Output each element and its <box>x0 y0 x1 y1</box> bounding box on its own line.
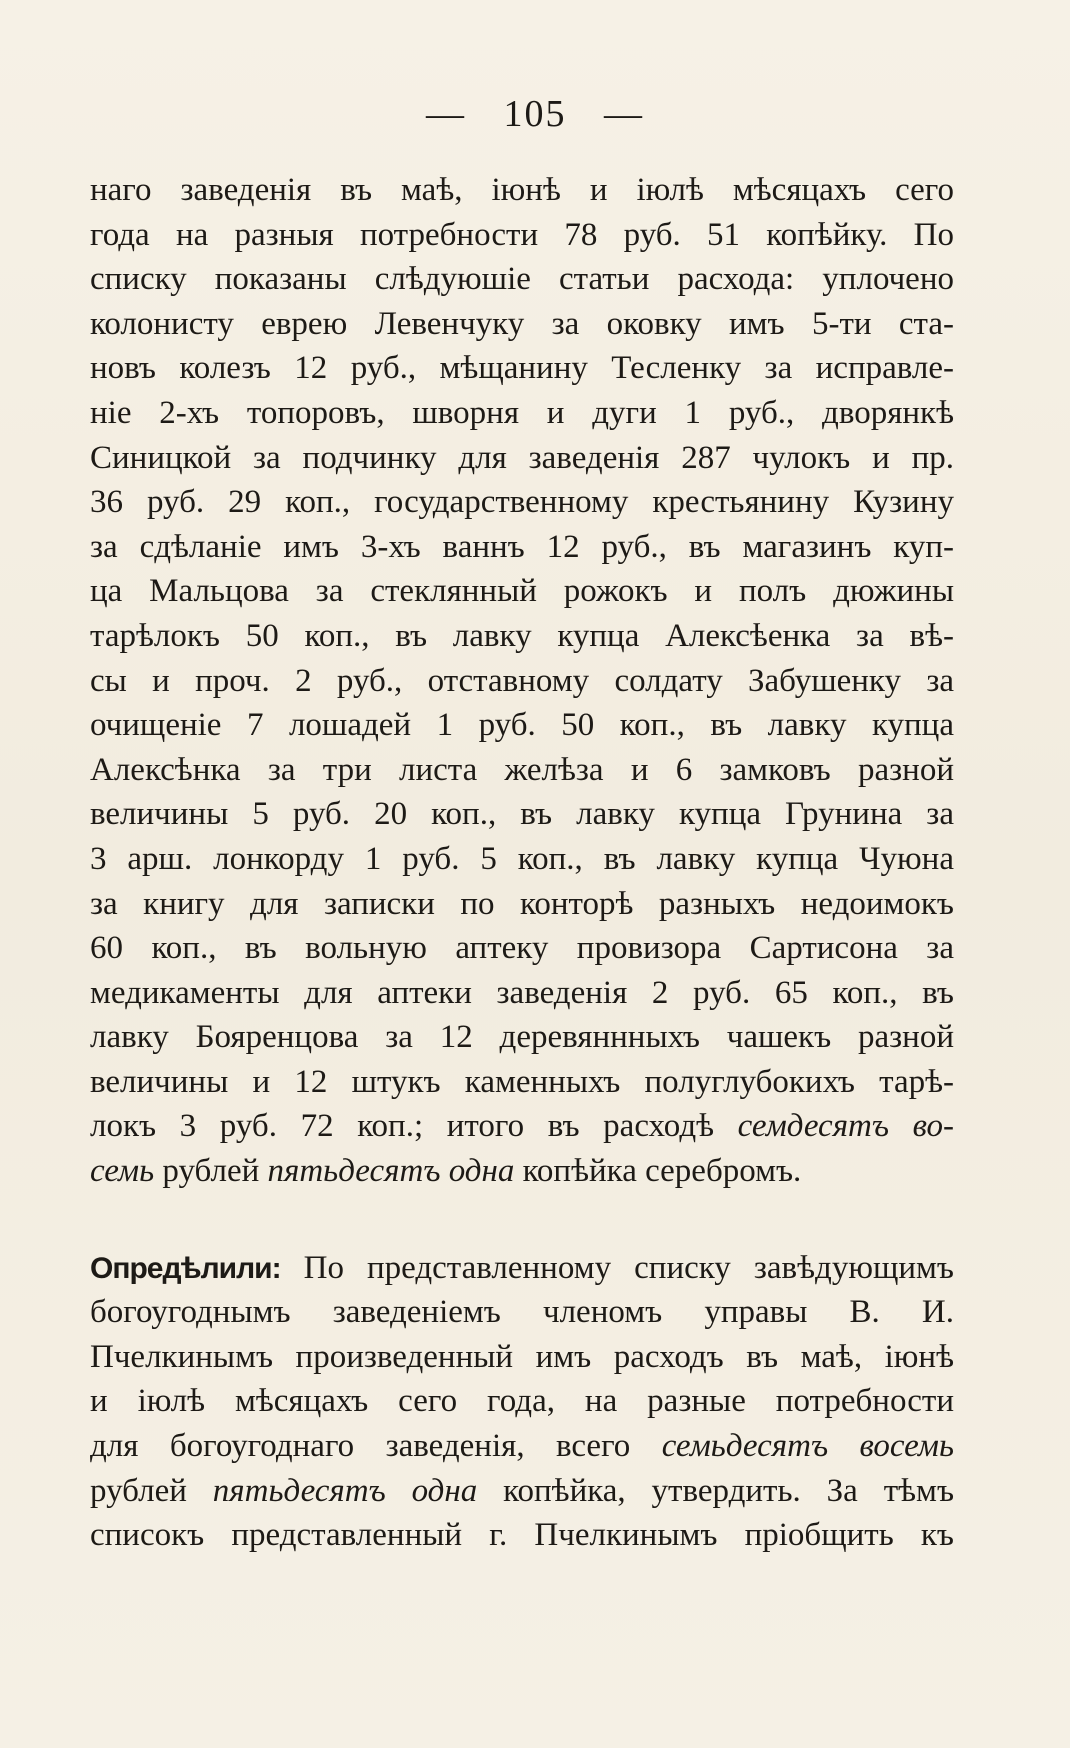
text-line <box>90 1469 954 1514</box>
text-line: списокъ представленный г. Пчелкинымъ пріобщить къ <box>90 1517 954 1554</box>
text-line: сы и проч. 2 руб., отставному солдату Забушенку за <box>90 662 954 699</box>
page-number: 105 <box>503 93 567 135</box>
text-line: колонисту еврею Левенчуку за оковку имъ 5-ти ста- <box>90 305 954 342</box>
text-line: Алексѣнка за три листа желѣза и 6 замковъ разной <box>90 751 954 788</box>
text-line: Синицкой за подчинку для заведенія 287 чулокъ и пр. <box>90 439 954 476</box>
page-number-header <box>0 92 1070 136</box>
text-line: величины 5 руб. 20 коп., въ лавку купца Грунина за <box>90 796 954 833</box>
text-run: копѣйка, утвердить. За тѣмъ <box>477 1472 954 1509</box>
text-line <box>90 1424 954 1469</box>
italic-amount: пятьдесятъ одна <box>212 1472 478 1509</box>
text-line: и іюлѣ мѣсяцахъ сего года, на разные потребности <box>90 1383 954 1420</box>
text-line: величины и 12 штукъ каменныхъ полуглубокихъ тарѣ- <box>90 1063 954 1100</box>
text-run: локъ 3 руб. 72 коп.; итого въ расходѣ <box>90 1108 738 1145</box>
paragraph-2 <box>90 1246 954 1558</box>
italic-amount: семьдесятъ восемь <box>661 1428 954 1465</box>
text-run: рублей <box>154 1153 268 1190</box>
italic-amount: пятьдесятъ одна <box>267 1153 515 1190</box>
text-line: очищеніе 7 лошадей 1 руб. 50 коп., въ лавку купца <box>90 707 954 744</box>
text-run: копѣйка серебромъ. <box>514 1153 802 1190</box>
resolution-heading: Опредѣлили: <box>90 1251 281 1285</box>
text-run: для богоугоднаго заведенія, всего <box>90 1428 662 1465</box>
paragraph-gap <box>90 1194 954 1246</box>
text-line: лавку Бояренцова за 12 деревяннныхъ чашекъ разной <box>90 1019 954 1056</box>
text-line <box>90 1149 954 1194</box>
page-number-dash-left: — <box>426 93 466 135</box>
italic-amount: семдесятъ во- <box>737 1108 954 1145</box>
text-line <box>90 1246 954 1291</box>
text-line: 60 коп., въ вольную аптеку провизора Сартисона за <box>90 930 954 967</box>
text-line: Пчелкинымъ произведенный имъ расходъ въ маѣ, іюнѣ <box>90 1338 954 1375</box>
text-line: за сдѣланіе имъ 3-хъ ваннъ 12 руб., въ магазинъ куп- <box>90 528 954 565</box>
text-line: медикаменты для аптеки заведенія 2 руб. 65 коп., въ <box>90 974 954 1011</box>
text-line: списку показаны слѣдуюшіе статьи расхода: уплочено <box>90 261 954 298</box>
page-number-dash-right: — <box>604 93 644 135</box>
text-line: за книгу для записки по конторѣ разныхъ недоимокъ <box>90 885 954 922</box>
text-run: рублей <box>90 1472 213 1509</box>
text-line: тарѣлокъ 50 коп., въ лавку купца Алексѣенка за вѣ- <box>90 617 954 654</box>
text-line: 36 руб. 29 коп., государственному крестьянину Кузину <box>90 484 954 521</box>
text-line: наго заведенія въ маѣ, іюнѣ и іюлѣ мѣсяцахъ сего <box>90 172 954 208</box>
text-line: года на разныя потребности 78 руб. 51 копѣйку. По <box>90 216 954 253</box>
text-line: ніе 2-хъ топоровъ, шворня и дуги 1 руб., дворянкѣ <box>90 394 954 431</box>
italic-amount: семь <box>90 1153 155 1190</box>
text-line: новъ колезъ 12 руб., мѣщанину Тесленку за исправле- <box>90 350 954 387</box>
text-line: ца Мальцова за стеклянный рожокъ и полъ дюжины <box>90 573 954 610</box>
paragraph-1 <box>90 168 954 1194</box>
text-run: По представленному списку завѣдующимъ <box>280 1249 954 1286</box>
text-line: 3 арш. лонкорду 1 руб. 5 коп., въ лавку купца Чуюна <box>90 840 954 877</box>
text-line <box>90 1104 954 1149</box>
body-text <box>90 168 954 1558</box>
text-line: богоугоднымъ заведеніемъ членомъ управы В. И. <box>90 1294 954 1331</box>
